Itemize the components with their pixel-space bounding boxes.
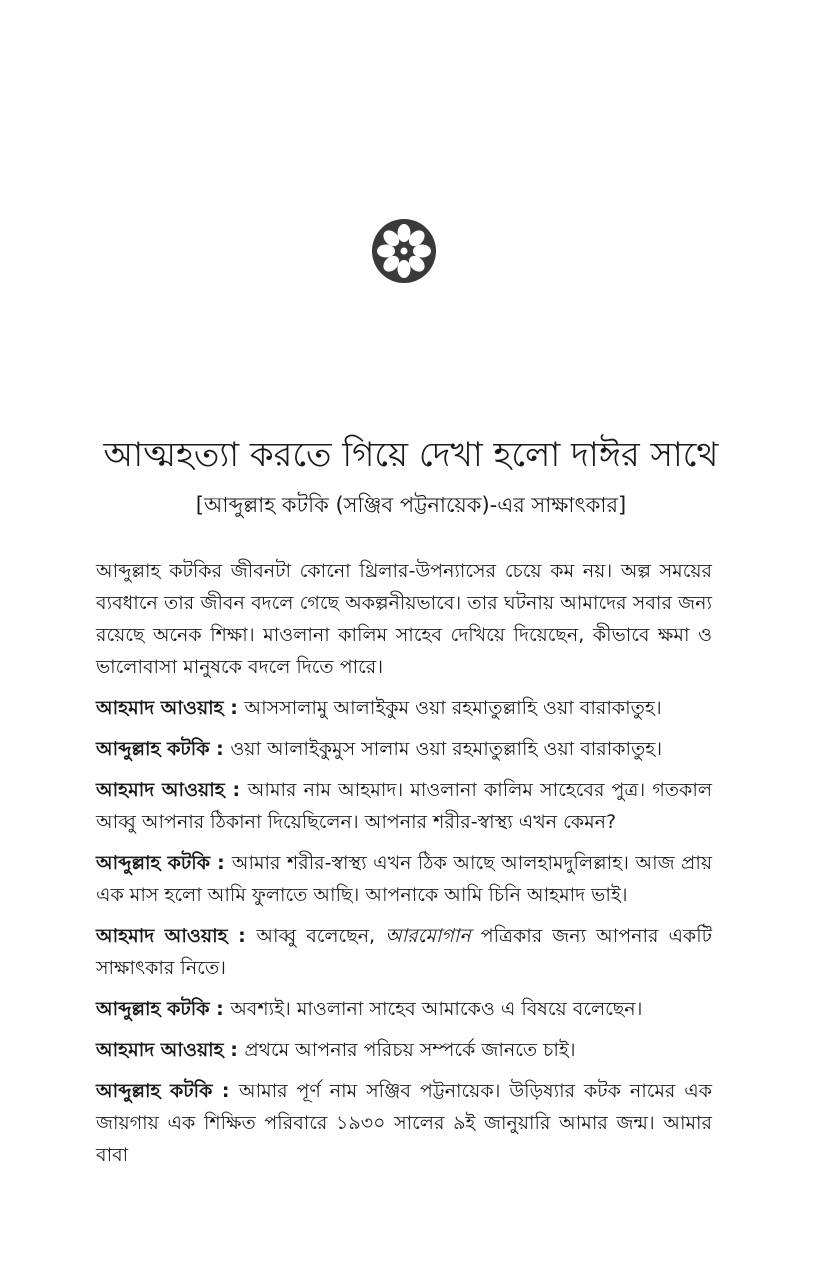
- chapter-title: আত্মহত্যা করতে গিয়ে দেখা হলো দাঈর সাথে: [103, 435, 719, 475]
- speaker-name: আহমাদ আওয়াহ: [96, 779, 225, 801]
- speaker-name: আব্দুল্লাহ কটকি: [96, 738, 210, 760]
- speaker-name: আহমাদ আওয়াহ: [96, 925, 228, 947]
- speaker-name: আব্দুল্লাহ কটকি: [96, 998, 210, 1020]
- dialogue-text: আমার পূর্ণ নাম সঞ্জিব পট্টনায়েক। উড়িষ্যার কটক নামের এক জায়গায় এক শিক্ষিত পরিবারে ১৯৩০ সালের ৯ই জানুয়ারি আমার জন্ম। আমার বাবা: [96, 1080, 713, 1166]
- dialogue-paragraph: আহমাদ আওয়াহ : আসসালামু আলাইকুম ওয়া রহমাতুল্লাহি ওয়া বারাকাতুহ।: [96, 697, 662, 719]
- dialogue-paragraph: আব্দুল্লাহ কটকি : ওয়া আলাইকুমুস সালাম ওয়া রহমাতুল্লাহি ওয়া বারাকাতুহ।: [96, 738, 663, 760]
- dialogue-paragraph: আহমাদ আওয়াহ : প্রথমে আপনার পরিচয় সম্পর্কে জানতে চাই।: [96, 1039, 576, 1061]
- speaker-name: আহমাদ আওয়াহ: [96, 1039, 224, 1061]
- magazine-name: আরমোগান: [385, 925, 471, 947]
- dialogue-text: আসসালামু আলাইকুম ওয়া রহমাতুল্লাহি ওয়া বারাকাতুহ।: [244, 697, 662, 719]
- dialogue-text: প্রথমে আপনার পরিচয় সম্পর্কে জানতে চাই।: [244, 1039, 576, 1061]
- dialogue-paragraph: আহমাদ আওয়াহ : আমার নাম আহমাদ। মাওলানা কালিম সাহেবের পুত্র। গতকাল আব্বু আপনার ঠিকানা দিয়েছিলেন। আপনার শরীর-স্বাস্থ্য এখন কেমন?: [96, 779, 712, 833]
- dialogue-text: আমার শরীর-স্বাস্থ্য এখন ঠিক আছে আলহামদুলিল্লাহ। আজ প্রায় এক মাস হলো আমি ফুলাতে আছি। আপনাকে আমি চিনি আহমাদ ভাই।: [96, 852, 713, 906]
- flower-ornament-icon: [371, 218, 437, 284]
- chapter-body: [96, 555, 712, 1180]
- dialogue-text: আমার নাম আহমাদ। মাওলানা কালিম সাহেবের পুত্র। গতকাল আব্বু আপনার ঠিকানা দিয়েছিলেন। আপনার শরীর-স্বাস্থ্য এখন কেমন?: [96, 779, 712, 833]
- speaker-name: আব্দুল্লাহ কটকি: [96, 852, 210, 874]
- dialogue-paragraph: আব্দুল্লাহ কটকি : অবশ্যই। মাওলানা সাহেব আমাকেও এ বিষয়ে বলেছেন।: [96, 998, 643, 1020]
- speaker-name: আহমাদ আওয়াহ: [96, 697, 224, 719]
- dialogue-text: আব্বু বলেছেন,: [256, 925, 386, 947]
- dialogue-text: অবশ্যই। মাওলানা সাহেব আমাকেও এ বিষয়ে বলেছেন।: [230, 998, 643, 1020]
- dialogue-paragraph: আব্দুল্লাহ কটকি : আমার শরীর-স্বাস্থ্য এখন ঠিক আছে আলহামদুলিল্লাহ। আজ প্রায় এক মাস হলো আমি ফুলাতে আছি। আপনাকে আমি চিনি আহমাদ ভাই।: [96, 852, 713, 906]
- dialogue-paragraph: আহমাদ আওয়াহ : আব্বু বলেছেন, আরমোগান পত্রিকার জন্য আপনার একটি সাক্ষাৎকার নিতে।: [96, 925, 713, 979]
- intro-paragraph: আব্দুল্লাহ কটকির জীবনটা কোনো থ্রিলার-উপন্যাসের চেয়ে কম নয়। অল্প সময়ের ব্যবধানে তার জীবন বদলে গেছে অকল্পনীয়ভাবে। তার ঘটনায় আমাদের সবার জন্য রয়েছে অনেক শিক্ষা। মাওলানা কালিম সাহেব দেখিয়ে দিয়েছেন, কীভাবে ক্ষমা ও ভালোবাসা মানুষকে বদলে দিতে পারে।: [96, 560, 712, 678]
- dialogue-text: পত্রিকার জন্য আপনার একটি সাক্ষাৎকার নিতে।: [96, 925, 713, 979]
- chapter-subtitle: [আব্দুল্লাহ কটকি (সঞ্জিব পট্টনায়েক)-এর সাক্ষাৎকার]: [195, 493, 627, 517]
- speaker-name: আব্দুল্লাহ কটকি: [96, 1080, 213, 1102]
- dialogue-text: ওয়া আলাইকুমুস সালাম ওয়া রহমাতুল্লাহি ওয়া বারাকাতুহ।: [230, 738, 663, 760]
- dialogue-paragraph: আব্দুল্লাহ কটকি : আমার পূর্ণ নাম সঞ্জিব পট্টনায়েক। উড়িষ্যার কটক নামের এক জায়গায় এক শিক্ষিত পরিবারে ১৯৩০ সালের ৯ই জানুয়ারি আমার জন্ম। আমার বাবা: [96, 1080, 713, 1166]
